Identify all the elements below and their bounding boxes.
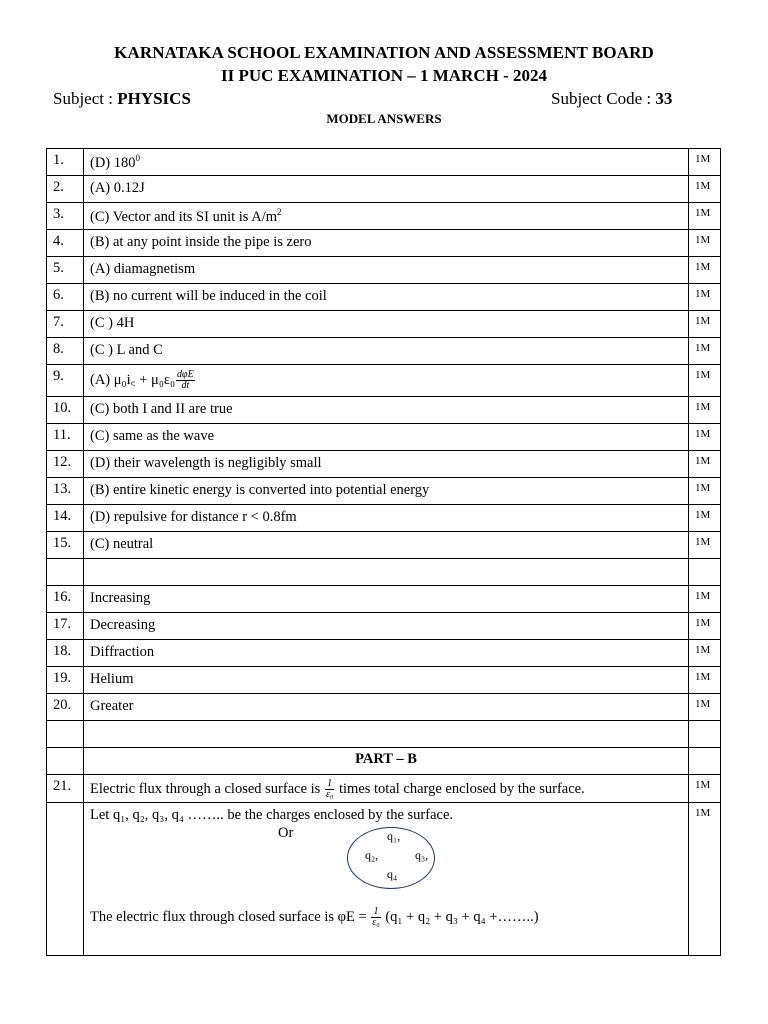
model-answers-heading: MODEL ANSWERS [326, 111, 442, 126]
marks: 1M [689, 586, 721, 613]
fraction [325, 779, 334, 800]
table-row [47, 203, 721, 230]
answer-value: (B) no current will be induced in the coil [90, 288, 327, 304]
answer-value: Increasing [90, 590, 151, 606]
question-number: 18. [47, 640, 84, 667]
table-row [47, 775, 721, 803]
question-number: 14. [47, 505, 84, 532]
table-row [47, 284, 721, 311]
fraction [371, 907, 380, 928]
marks: 1M [689, 478, 721, 505]
marks: 1M [689, 505, 721, 532]
table-row [47, 230, 721, 257]
question-number: 2. [47, 176, 84, 203]
answer-text [84, 311, 689, 338]
superscript: 0 [135, 153, 141, 163]
table-row [47, 694, 721, 721]
part-b-row [47, 748, 721, 775]
charge-q4: q₄ [387, 867, 398, 881]
marks: 1M [689, 640, 721, 667]
answer-value: (A) 0.12J [90, 180, 145, 196]
question-number: 7. [47, 311, 84, 338]
question-number: 17. [47, 613, 84, 640]
question-number: 1. [47, 149, 84, 176]
charge-q3: q₃, [415, 848, 429, 862]
subject-label: Subject : [53, 89, 118, 108]
subject-code-line [551, 89, 672, 109]
answer-value: (C ) L and C [90, 342, 163, 358]
marks: 1M [689, 775, 721, 803]
answer-text [84, 586, 689, 613]
table-row [47, 311, 721, 338]
marks: 1M [689, 365, 721, 397]
fraction-denominator: dt [181, 380, 190, 392]
answer-value: Decreasing [90, 617, 156, 633]
fraction-numerator: dφE [177, 369, 194, 381]
marks: 1M [689, 424, 721, 451]
closed-surface-ellipse [347, 827, 435, 889]
marks: 1M [689, 532, 721, 559]
charges-statement: Let q₁, q₂, q₃, q₄ …….. be the charges enclosed by the surface. [90, 807, 454, 823]
table-row [47, 365, 721, 397]
fraction-denominator: ε₀ [325, 789, 334, 800]
question-number: 16. [47, 586, 84, 613]
answer-value: (C) same as the wave [90, 428, 215, 444]
subject-line [53, 89, 191, 109]
flux-prefix: The electric flux through closed surface is φE = [90, 908, 367, 925]
question-number: 4. [47, 230, 84, 257]
answer-suffix: times total charge enclosed by the surface. [338, 780, 585, 797]
marks: 1M [689, 230, 721, 257]
question-number: 10. [47, 397, 84, 424]
marks: 1M [689, 803, 721, 956]
marks: 1M [689, 667, 721, 694]
subject-code-label: Subject Code : [551, 89, 656, 108]
subject-name: PHYSICS [117, 89, 191, 108]
answer-text [84, 424, 689, 451]
marks: 1M [689, 203, 721, 230]
answer-text [84, 176, 689, 203]
charge-q2: q₂, [365, 848, 379, 862]
marks: 1M [689, 176, 721, 203]
answer-value: (B) entire kinetic energy is converted into potential energy [90, 482, 430, 498]
marks: 1M [689, 284, 721, 311]
table-row [47, 149, 721, 176]
table-row [47, 505, 721, 532]
table-row [47, 176, 721, 203]
answer-value: (C ) 4H [90, 315, 135, 331]
answer-value: (C) Vector and its SI unit is A/m [90, 208, 278, 225]
marks: 1M [689, 311, 721, 338]
marks: 1M [689, 451, 721, 478]
answer-value: (D) their wavelength is negligibly small [90, 455, 322, 471]
or-text: Or [278, 825, 294, 841]
answer-prefix: (A) μ₀i꜀ + μ₀ε₀ [90, 372, 176, 388]
board-title: KARNATAKA SCHOOL EXAMINATION AND ASSESSMENT BOARD [114, 43, 654, 62]
fraction-numerator: 1 [325, 779, 334, 790]
answer-text [84, 478, 689, 505]
marks: 1M [689, 694, 721, 721]
exam-title: II PUC EXAMINATION – 1 MARCH - 2024 [221, 66, 547, 85]
answer-text [84, 149, 689, 176]
answer-text [84, 203, 689, 230]
marks: 1M [689, 338, 721, 365]
question-number: 20. [47, 694, 84, 721]
table-row [47, 451, 721, 478]
part-b-heading: PART – B [84, 748, 689, 775]
answer-text [84, 451, 689, 478]
question-number: 6. [47, 284, 84, 311]
answer-value: (D) repulsive for distance r < 0.8fm [90, 509, 297, 525]
table-row [47, 586, 721, 613]
answer-value: (C) neutral [90, 536, 154, 552]
answer-text [84, 532, 689, 559]
answer-value: (B) at any point inside the pipe is zero [90, 234, 312, 250]
answer-value: (C) both I and II are true [90, 401, 233, 417]
question-number: 11. [47, 424, 84, 451]
question-number: 8. [47, 338, 84, 365]
answer-value: (D) 180 [90, 154, 136, 171]
answer-text [84, 667, 689, 694]
question-number: 3. [47, 203, 84, 230]
answer-text [84, 257, 689, 284]
table-row [47, 613, 721, 640]
blank-row [47, 721, 721, 748]
flux-equation [90, 907, 539, 928]
table-row [47, 532, 721, 559]
answer-value: (A) diamagnetism [90, 261, 196, 277]
question-number: 9. [47, 365, 84, 397]
marks: 1M [689, 613, 721, 640]
marks: 1M [689, 257, 721, 284]
table-row [47, 667, 721, 694]
question-number: 5. [47, 257, 84, 284]
answer-text [84, 505, 689, 532]
fraction [176, 370, 195, 391]
answer-text [84, 694, 689, 721]
answer-text [84, 284, 689, 311]
table-row [47, 338, 721, 365]
answer-text [84, 230, 689, 257]
answer-value: Greater [90, 698, 134, 714]
flux-suffix: (q₁ + q₂ + q₃ + q₄ +……..) [385, 908, 539, 925]
superscript: 2 [277, 207, 282, 217]
question-number: 15. [47, 532, 84, 559]
answers-table [46, 148, 721, 956]
question-number: 13. [47, 478, 84, 505]
marks: 1M [689, 397, 721, 424]
blank-row [47, 559, 721, 586]
answer-text [84, 365, 689, 397]
table-row [47, 424, 721, 451]
answer-text [84, 338, 689, 365]
charge-q1: q₁, [387, 829, 401, 843]
answer-value: Diffraction [90, 644, 155, 660]
fraction-numerator: 1 [371, 907, 380, 918]
question-number: 19. [47, 667, 84, 694]
answer-text [84, 640, 689, 667]
marks: 1M [689, 149, 721, 176]
answer-detail [84, 803, 689, 956]
table-row [47, 803, 721, 956]
answer-text [84, 613, 689, 640]
table-row [47, 257, 721, 284]
fraction-denominator: ε₀ [372, 917, 380, 928]
answer-value: Helium [90, 671, 134, 687]
answer-prefix: Electric flux through a closed surface is [90, 780, 321, 797]
subject-code: 33 [655, 89, 673, 108]
answer-text [84, 397, 689, 424]
answer-text [84, 775, 689, 803]
question-number: 21. [47, 775, 84, 803]
table-row [47, 478, 721, 505]
question-number: 12. [47, 451, 84, 478]
table-row [47, 640, 721, 667]
table-row [47, 397, 721, 424]
